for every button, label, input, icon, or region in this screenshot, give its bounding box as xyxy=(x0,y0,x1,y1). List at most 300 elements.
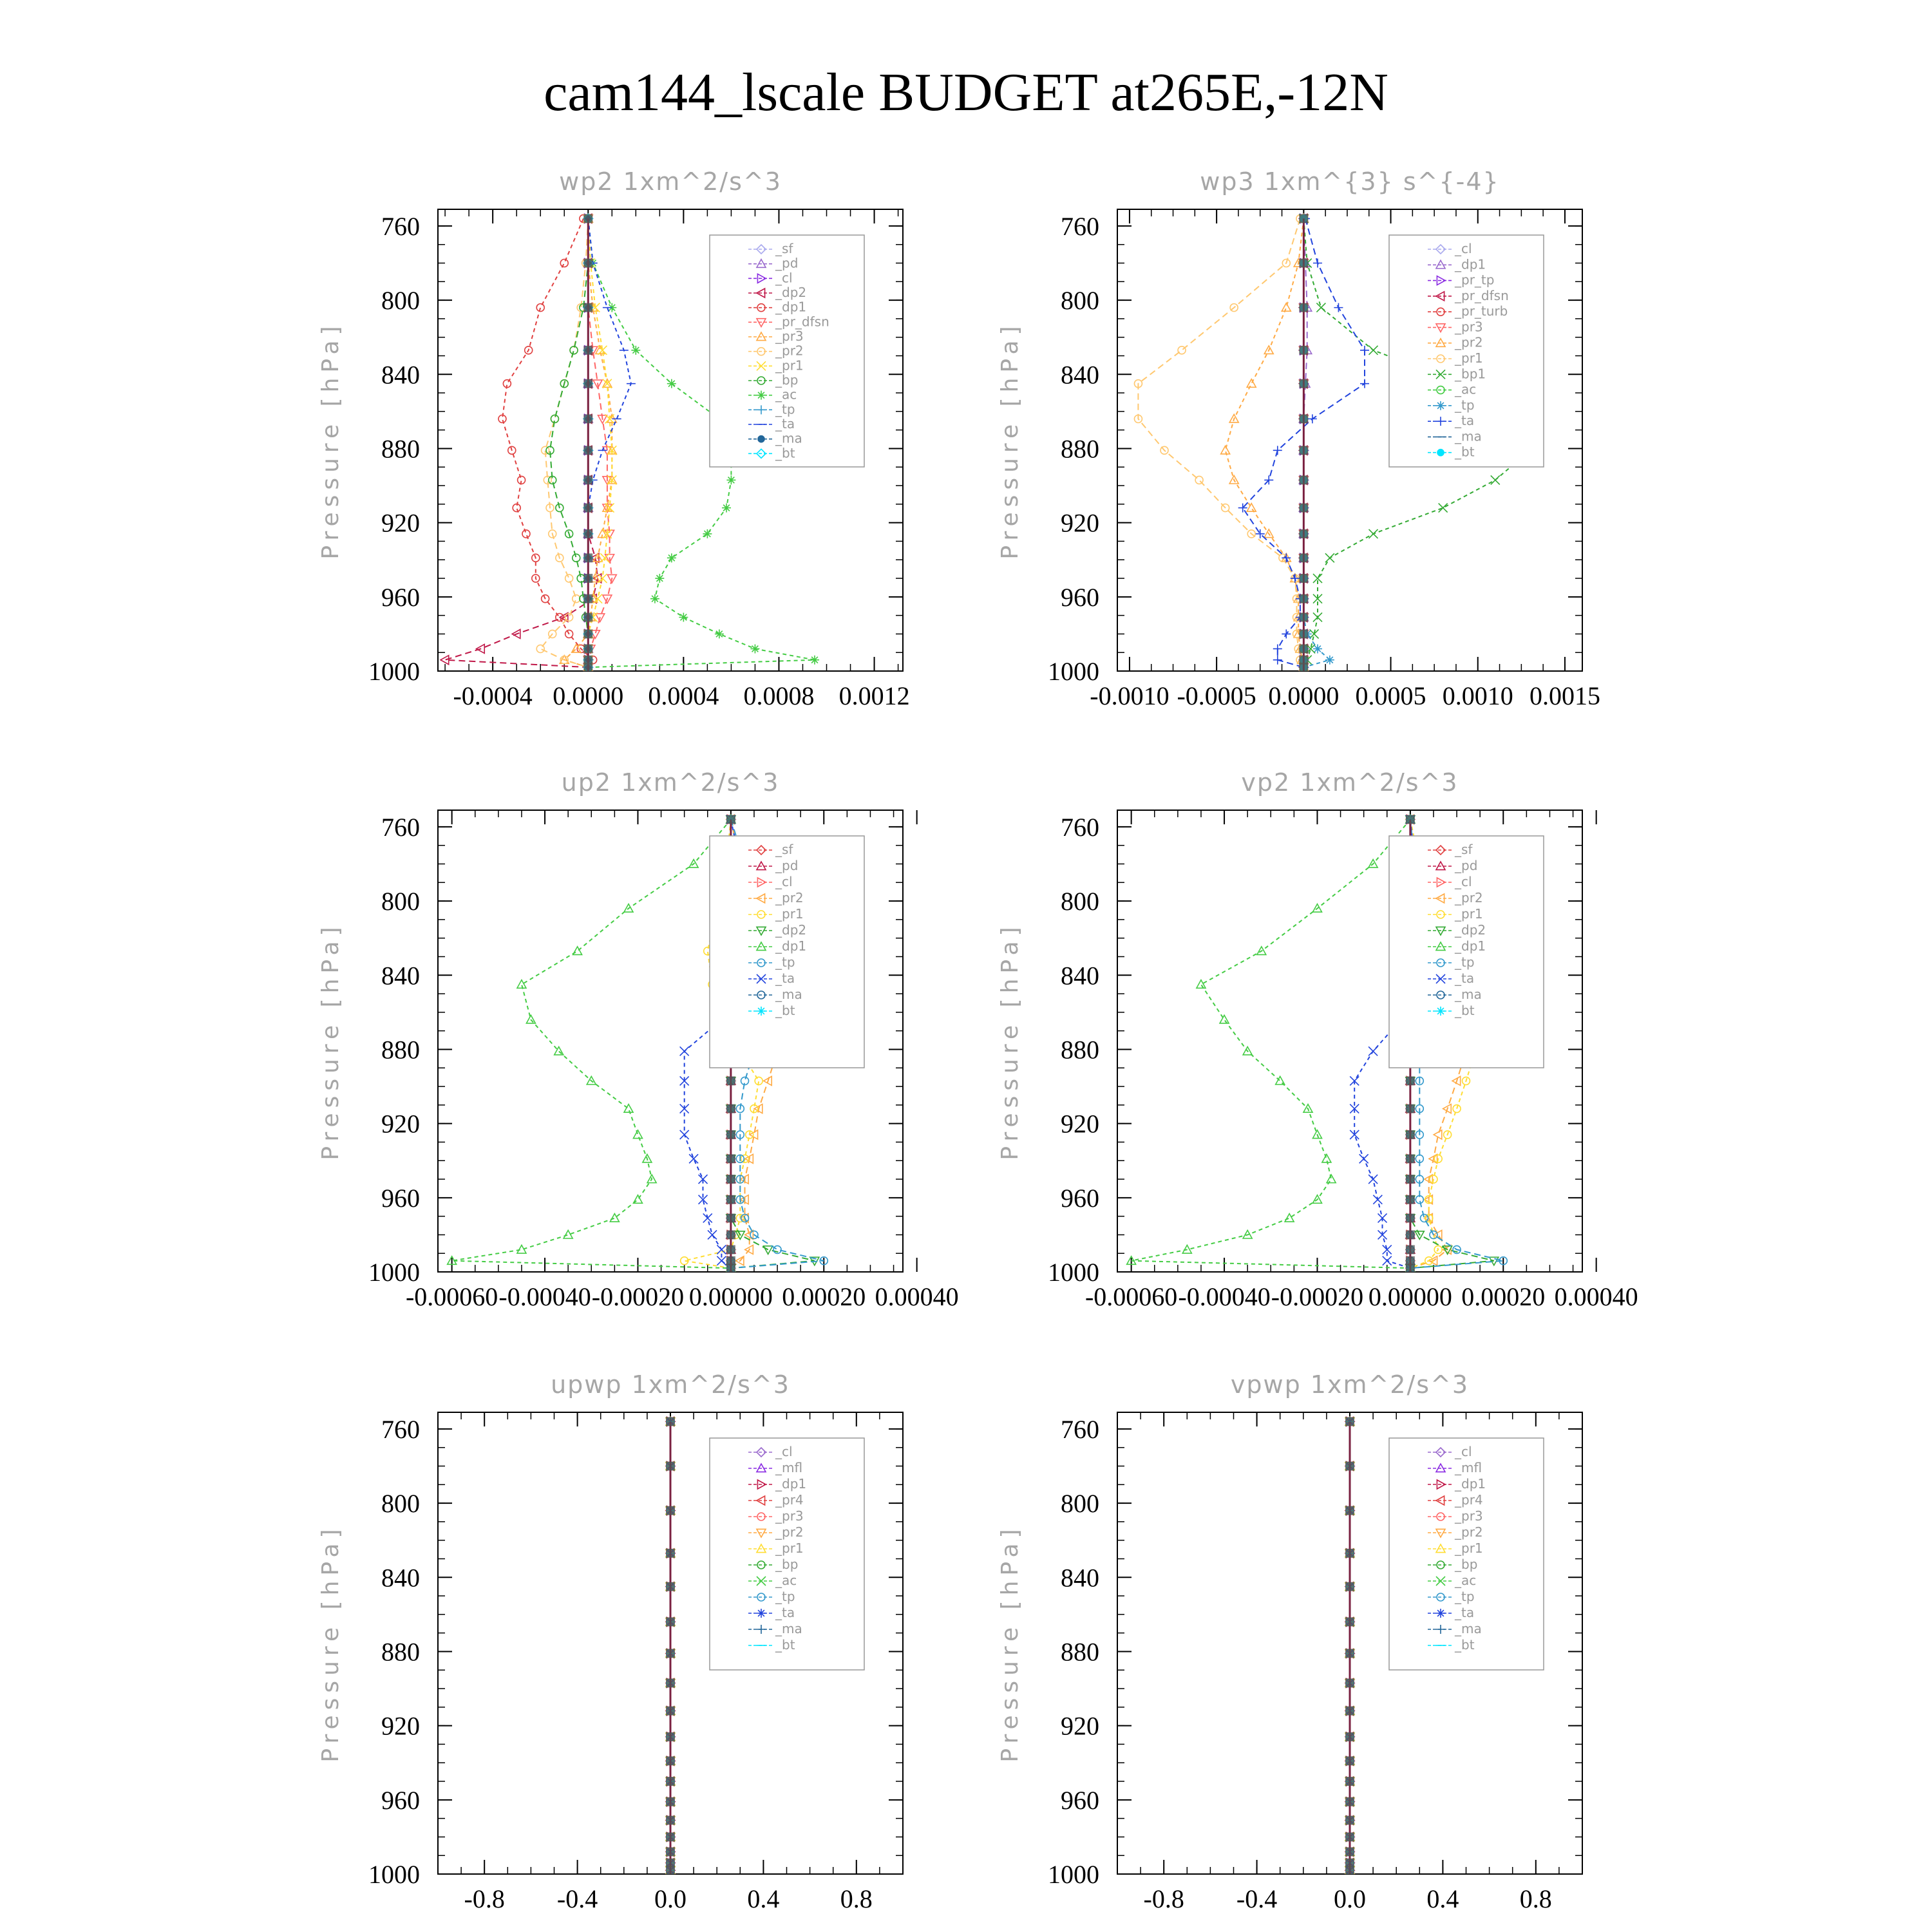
legend-label: _ta xyxy=(775,971,795,986)
y-tick-label: 1000 xyxy=(368,1860,420,1889)
legend-marker xyxy=(1436,1007,1445,1016)
zero-marker xyxy=(666,1506,675,1515)
data-point_ta xyxy=(1368,1175,1378,1184)
zero-marker xyxy=(1299,346,1308,355)
y-axis-label: Pressure [hPa] xyxy=(997,321,1023,560)
zero-marker xyxy=(1345,1832,1354,1841)
legend-marker xyxy=(758,436,764,442)
legend-label: _pr1 xyxy=(1455,350,1483,366)
legend-label: _bp xyxy=(775,372,799,388)
zero-marker xyxy=(1345,1756,1354,1765)
y-tick-label: 880 xyxy=(381,434,420,464)
legend-label: _pr3 xyxy=(1455,319,1483,335)
x-tick-label: 0.0000 xyxy=(553,681,624,710)
y-tick-label: 920 xyxy=(381,508,420,538)
y-tick-label: 920 xyxy=(1061,1711,1099,1741)
legend-label: _pr2 xyxy=(775,1524,804,1540)
data-point_bp1 xyxy=(1316,303,1325,312)
zero-marker xyxy=(1406,1264,1415,1273)
data-point_pr2 xyxy=(565,613,573,621)
legend-label: _ma xyxy=(775,430,802,446)
data-point_ta xyxy=(1273,644,1282,653)
zero-marker xyxy=(1345,1617,1354,1626)
data-point_ta xyxy=(680,1046,689,1056)
y-tick-label: 760 xyxy=(1061,211,1099,241)
zero-marker xyxy=(1345,1678,1354,1687)
legend-label: _cl xyxy=(1455,874,1472,889)
legend xyxy=(1389,836,1544,1068)
data-point_ac xyxy=(667,553,676,562)
panel-1 xyxy=(317,167,910,710)
legend-label: _dp1 xyxy=(775,938,807,954)
legend-label: _mfl xyxy=(1455,1460,1482,1475)
data-point_ac xyxy=(631,346,640,355)
y-tick-label: 840 xyxy=(1061,961,1099,990)
zero-marker xyxy=(666,1847,675,1856)
legend-label: _bp xyxy=(775,1557,799,1572)
zero-marker xyxy=(1299,663,1308,672)
legend-label: _dp1 xyxy=(1455,938,1486,954)
legend-label: _ta xyxy=(1455,413,1475,429)
zero-marker xyxy=(583,414,592,423)
y-axis-label: Pressure [hPa] xyxy=(317,1524,344,1763)
legend-label: _ac xyxy=(1455,1573,1477,1588)
data-point_pr1 xyxy=(1178,346,1186,354)
zero-marker xyxy=(726,1104,735,1113)
legend-label: _dp1 xyxy=(775,1476,807,1492)
data-point_dp1 xyxy=(526,1015,535,1023)
y-tick-label: 880 xyxy=(1061,1637,1099,1667)
legend-label: _bt xyxy=(775,1003,795,1018)
legend-label: _pr3 xyxy=(1455,1508,1483,1524)
zero-marker xyxy=(726,1264,735,1273)
zero-marker xyxy=(666,1777,675,1786)
legend-label: _bt xyxy=(775,445,795,461)
zero-marker xyxy=(583,504,592,513)
legend-label: _ta xyxy=(1455,971,1475,986)
x-tick-label: -0.00020 xyxy=(1271,1282,1364,1311)
legend-label: _ma xyxy=(1455,1621,1482,1636)
y-tick-label: 1000 xyxy=(1048,1258,1099,1287)
zero-marker xyxy=(583,663,592,672)
legend-label: _bt xyxy=(1455,444,1475,460)
y-axis-label: Pressure [hPa] xyxy=(997,922,1023,1160)
y-tick-label: 920 xyxy=(381,1109,420,1139)
data-point_ac xyxy=(726,475,735,484)
legend-label: _dp2 xyxy=(775,922,807,938)
legend-label: _cl xyxy=(775,270,793,286)
y-tick-label: 840 xyxy=(381,961,420,990)
zero-marker xyxy=(1345,1707,1354,1716)
legend-label: _dp1 xyxy=(1455,1476,1486,1492)
data-point_bp1 xyxy=(1369,346,1378,355)
zero-marker xyxy=(666,1678,675,1687)
legend-label: _pr1 xyxy=(775,1540,804,1556)
legend-label: _tp xyxy=(775,401,795,417)
series-line_ta xyxy=(588,218,631,667)
data-point_ta xyxy=(1334,303,1343,312)
zero-marker xyxy=(1299,629,1308,638)
data-point_ac xyxy=(810,656,819,665)
y-tick-label: 800 xyxy=(381,887,420,916)
zero-marker xyxy=(726,1213,735,1222)
zero-marker xyxy=(583,259,592,268)
zero-marker xyxy=(1299,214,1308,223)
x-tick-label: 0.0 xyxy=(654,1884,687,1913)
data-point_ta xyxy=(1360,346,1369,355)
legend-label: _sf xyxy=(1455,842,1473,857)
y-tick-label: 800 xyxy=(1061,286,1099,316)
zero-marker xyxy=(1299,529,1308,538)
legend-label: _dp1 xyxy=(1455,256,1486,272)
zero-marker xyxy=(1345,1847,1354,1856)
legend-label: _pr4 xyxy=(775,1492,804,1508)
zero-marker xyxy=(666,1617,675,1626)
legend-label: _tp xyxy=(775,954,795,970)
data-point_ac xyxy=(655,574,664,583)
zero-marker xyxy=(1345,1815,1354,1824)
legend-label: _pr_turb xyxy=(1455,303,1508,319)
y-tick-label: 920 xyxy=(1061,508,1099,538)
x-tick-label: -0.0010 xyxy=(1090,681,1170,710)
data-point_bp1 xyxy=(1439,504,1448,513)
legend-label: _pr1 xyxy=(1455,1540,1483,1556)
data-point_ta xyxy=(1378,1213,1387,1222)
legend-label: _pr_dfsn xyxy=(775,314,829,330)
zero-marker xyxy=(583,379,592,388)
y-tick-label: 760 xyxy=(381,1414,420,1444)
figure-title: cam144_lscale BUDGET at265E,-12N xyxy=(544,62,1388,122)
data-point_bp1 xyxy=(1491,475,1500,484)
zero-marker xyxy=(1345,1506,1354,1515)
y-tick-label: 760 xyxy=(381,211,420,241)
y-tick-label: 760 xyxy=(1061,1414,1099,1444)
zero-marker xyxy=(726,1130,735,1139)
data-point_ta xyxy=(703,1213,712,1222)
legend-label: _pr2 xyxy=(775,890,804,905)
y-tick-label: 760 xyxy=(1061,812,1099,842)
zero-marker xyxy=(1406,1230,1415,1239)
legend-label: _pr2 xyxy=(1455,334,1483,350)
legend-label: _tp xyxy=(1455,1589,1475,1604)
zero-marker xyxy=(726,1076,735,1085)
data-point_ta xyxy=(1282,629,1291,638)
y-tick-label: 800 xyxy=(1061,1489,1099,1519)
zero-marker xyxy=(1406,1195,1415,1204)
data-point_bp1 xyxy=(1313,612,1322,621)
x-tick-label: 0.00000 xyxy=(1368,1282,1452,1311)
data-point_ta xyxy=(1273,656,1282,665)
zero-marker xyxy=(726,1154,735,1163)
data-point_ac xyxy=(715,629,724,638)
zero-marker xyxy=(666,1549,675,1558)
panel-6 xyxy=(997,1370,1582,1913)
legend-label: _pr2 xyxy=(775,343,804,359)
y-tick-label: 880 xyxy=(1061,1035,1099,1065)
data-point_bp1 xyxy=(1325,553,1334,562)
legend-label: _ma xyxy=(775,987,802,1002)
x-tick-label: -0.0005 xyxy=(1177,681,1256,710)
data-point_ta xyxy=(1359,1154,1368,1163)
x-tick-label: -0.00040 xyxy=(498,1282,591,1311)
panel-5 xyxy=(317,1370,903,1913)
y-tick-label: 960 xyxy=(381,1785,420,1815)
legend-label: _pd xyxy=(775,858,799,873)
zero-marker xyxy=(666,1832,675,1841)
data-point_ta xyxy=(1383,1256,1392,1265)
x-tick-label: -0.00060 xyxy=(405,1282,498,1311)
zero-marker xyxy=(1345,1649,1354,1658)
x-tick-label: 0.4 xyxy=(1426,1884,1459,1913)
zero-marker xyxy=(1299,553,1308,562)
legend xyxy=(1389,235,1544,467)
data-point_bp xyxy=(573,554,580,562)
legend-label: _cl xyxy=(775,874,793,889)
series-group xyxy=(666,1417,675,1875)
y-tick-label: 760 xyxy=(381,812,420,842)
zero-marker xyxy=(666,1582,675,1591)
series-line_pr2 xyxy=(1226,218,1304,667)
data-point_dp1 xyxy=(522,530,530,538)
zero-marker xyxy=(1345,1582,1354,1591)
legend-marker xyxy=(757,1007,766,1016)
zero-marker xyxy=(1406,815,1415,824)
zero-marker xyxy=(666,1732,675,1741)
legend-label: _pr2 xyxy=(1455,1524,1483,1540)
y-tick-label: 960 xyxy=(1061,582,1099,612)
data-point_ac xyxy=(679,612,688,621)
legend xyxy=(710,836,864,1068)
y-tick-label: 1000 xyxy=(368,1258,420,1287)
x-tick-label: 0.0010 xyxy=(1442,681,1513,710)
zero-marker xyxy=(666,1707,675,1716)
data-point_dp1 xyxy=(536,304,544,312)
zero-marker xyxy=(1406,1175,1415,1184)
zero-marker xyxy=(1406,1154,1415,1163)
y-tick-label: 880 xyxy=(381,1035,420,1065)
legend-label: _pr3 xyxy=(775,328,804,344)
y-axis-label: Pressure [hPa] xyxy=(317,922,344,1160)
panel-title: vp2 1xm^2/s^3 xyxy=(1241,768,1459,797)
panel-title: upwp 1xm^2/s^3 xyxy=(551,1370,790,1399)
zero-marker xyxy=(726,1195,735,1204)
legend-label: _pr3 xyxy=(775,1508,804,1524)
legend-label: _dp1 xyxy=(775,299,807,315)
data-point_ta xyxy=(680,1130,689,1139)
zero-marker xyxy=(666,1649,675,1658)
y-axis-label: Pressure [hPa] xyxy=(997,1524,1023,1763)
legend-label: _ac xyxy=(1455,381,1477,397)
x-tick-label: 0.0015 xyxy=(1529,681,1600,710)
legend-label: _tp xyxy=(1455,954,1475,970)
zero-marker xyxy=(583,303,592,312)
zero-marker xyxy=(583,475,592,484)
y-tick-label: 840 xyxy=(381,1563,420,1593)
zero-marker xyxy=(1406,1245,1415,1254)
x-tick-label: 0.0008 xyxy=(743,681,815,710)
data-point_tp xyxy=(1325,656,1334,665)
legend-label: _bp1 xyxy=(1455,366,1486,382)
data-point_ac xyxy=(722,504,731,513)
panel-title: vpwp 1xm^2/s^3 xyxy=(1230,1370,1470,1399)
legend-label: _ac xyxy=(775,386,797,402)
series-line_dp2 xyxy=(445,218,598,667)
zero-marker xyxy=(1299,259,1308,268)
data-point_ta xyxy=(717,1256,726,1265)
zero-marker xyxy=(1299,594,1308,603)
data-point_dp1 xyxy=(633,1130,642,1139)
panel-2 xyxy=(997,167,1600,710)
data-point_pr1 xyxy=(1195,476,1203,484)
legend-label: _pr_dfsn xyxy=(1455,287,1509,303)
zero-marker xyxy=(1406,1130,1415,1139)
zero-marker xyxy=(1299,612,1308,621)
y-axis-label: Pressure [hPa] xyxy=(317,321,344,560)
y-tick-label: 960 xyxy=(381,1183,420,1213)
legend-label: _ta xyxy=(775,416,795,431)
x-tick-label: 0.8 xyxy=(1519,1884,1552,1913)
y-tick-label: 960 xyxy=(1061,1785,1099,1815)
data-point_dp1 xyxy=(1197,980,1206,989)
x-tick-label: 0.8 xyxy=(840,1884,873,1913)
x-tick-label: 0.00040 xyxy=(1554,1282,1638,1311)
x-tick-label: 0.00020 xyxy=(1461,1282,1546,1311)
zero-marker xyxy=(583,529,592,538)
zero-marker xyxy=(726,1175,735,1184)
x-tick-label: -0.0004 xyxy=(453,681,533,710)
x-tick-label: 0.0000 xyxy=(1268,681,1340,710)
zero-marker xyxy=(1345,1777,1354,1786)
x-tick-label: 0.0 xyxy=(1334,1884,1366,1913)
series-line_dp1 xyxy=(1132,819,1410,1268)
legend-label: _pd xyxy=(775,255,799,271)
zero-marker xyxy=(666,1417,675,1426)
legend-label: _ta xyxy=(1455,1605,1475,1620)
series-line_dp1 xyxy=(452,819,731,1268)
y-tick-label: 800 xyxy=(381,1489,420,1519)
zero-marker xyxy=(726,815,735,824)
zero-marker xyxy=(583,594,592,603)
x-tick-label: 0.0005 xyxy=(1355,681,1426,710)
zero-marker xyxy=(583,214,592,223)
data-point_dp1 xyxy=(624,1104,633,1113)
legend-label: _ma xyxy=(1455,987,1482,1002)
data-point_dp1 xyxy=(1327,1175,1336,1183)
zero-marker xyxy=(583,574,592,583)
legend-label: _pr2 xyxy=(1455,890,1483,905)
legend-label: _sf xyxy=(775,241,793,256)
x-tick-label: 0.0004 xyxy=(648,681,719,710)
legend-label: _cl xyxy=(1455,241,1472,256)
zero-marker xyxy=(583,346,592,355)
legend-label: _ma xyxy=(775,1621,802,1636)
series-line_pr2 xyxy=(540,218,588,667)
legend-label: _pd xyxy=(1455,858,1478,873)
y-tick-label: 1000 xyxy=(1048,1860,1099,1889)
x-tick-label: 0.00020 xyxy=(782,1282,866,1311)
data-point_ac xyxy=(750,644,759,653)
y-tick-label: 880 xyxy=(381,1637,420,1667)
legend-marker xyxy=(1436,1609,1445,1618)
zero-marker xyxy=(1299,644,1308,653)
data-point_pr2 xyxy=(1247,379,1256,388)
legend-label: _pr1 xyxy=(775,906,804,922)
zero-marker xyxy=(1299,414,1308,423)
legend-label: _bt xyxy=(1455,1003,1475,1018)
x-tick-label: -0.8 xyxy=(464,1884,505,1913)
legend xyxy=(1389,1438,1544,1670)
zero-marker xyxy=(1345,1866,1354,1875)
data-point_dp1 xyxy=(560,260,568,267)
zero-marker xyxy=(1345,1549,1354,1558)
x-tick-label: 0.00000 xyxy=(688,1282,773,1311)
x-tick-label: -0.4 xyxy=(556,1884,598,1913)
legend-label: _tp xyxy=(1455,397,1475,413)
data-point_ac xyxy=(703,529,712,538)
y-tick-label: 920 xyxy=(381,1711,420,1741)
x-tick-label: 0.4 xyxy=(747,1884,780,1913)
legend-label: _pr1 xyxy=(775,357,804,374)
data-point_dp1 xyxy=(1285,1213,1294,1222)
zero-marker xyxy=(1406,1104,1415,1113)
zero-marker xyxy=(583,553,592,562)
y-tick-label: 960 xyxy=(1061,1183,1099,1213)
y-tick-label: 800 xyxy=(1061,887,1099,916)
zero-marker xyxy=(666,1462,675,1471)
x-tick-label: -0.00020 xyxy=(591,1282,685,1311)
data-point_pr2 xyxy=(1221,446,1230,454)
legend-label: _ma xyxy=(1455,428,1482,444)
y-tick-label: 840 xyxy=(381,360,420,390)
data-point_ta xyxy=(1308,414,1317,423)
zero-marker xyxy=(1345,1417,1354,1426)
y-tick-label: 840 xyxy=(1061,1563,1099,1593)
legend-label: _bt xyxy=(1455,1637,1475,1653)
legend-label: _dp2 xyxy=(775,285,807,300)
x-tick-label: 0.00040 xyxy=(875,1282,959,1311)
y-tick-label: 800 xyxy=(381,286,420,316)
y-tick-label: 960 xyxy=(381,582,420,612)
zero-marker xyxy=(583,612,592,621)
zero-marker xyxy=(1299,504,1308,513)
zero-marker xyxy=(666,1797,675,1806)
data-point_pr2 xyxy=(565,574,573,582)
zero-marker xyxy=(1299,379,1308,388)
y-tick-label: 840 xyxy=(1061,360,1099,390)
zero-marker xyxy=(1406,1213,1415,1222)
y-tick-label: 1000 xyxy=(1048,657,1099,686)
data-point_pr1 xyxy=(598,574,607,583)
legend-label: _ta xyxy=(775,1605,795,1620)
zero-marker xyxy=(1299,475,1308,484)
series-group xyxy=(1345,1417,1354,1875)
zero-marker xyxy=(726,1245,735,1254)
legend-marker xyxy=(1437,450,1444,456)
zero-marker xyxy=(726,1230,735,1239)
zero-marker xyxy=(666,1815,675,1824)
legend-label: _mfl xyxy=(775,1460,803,1475)
legend-marker xyxy=(757,1609,766,1618)
x-tick-label: -0.00040 xyxy=(1178,1282,1271,1311)
zero-marker xyxy=(1406,1076,1415,1085)
data-point_dp1 xyxy=(1220,1015,1229,1023)
zero-marker xyxy=(1345,1797,1354,1806)
x-tick-label: 0.0012 xyxy=(838,681,910,710)
data-point_dp2 xyxy=(440,656,449,665)
data-point_ta xyxy=(1368,1046,1378,1056)
legend-label: _sf xyxy=(775,842,793,857)
legend xyxy=(710,235,864,467)
